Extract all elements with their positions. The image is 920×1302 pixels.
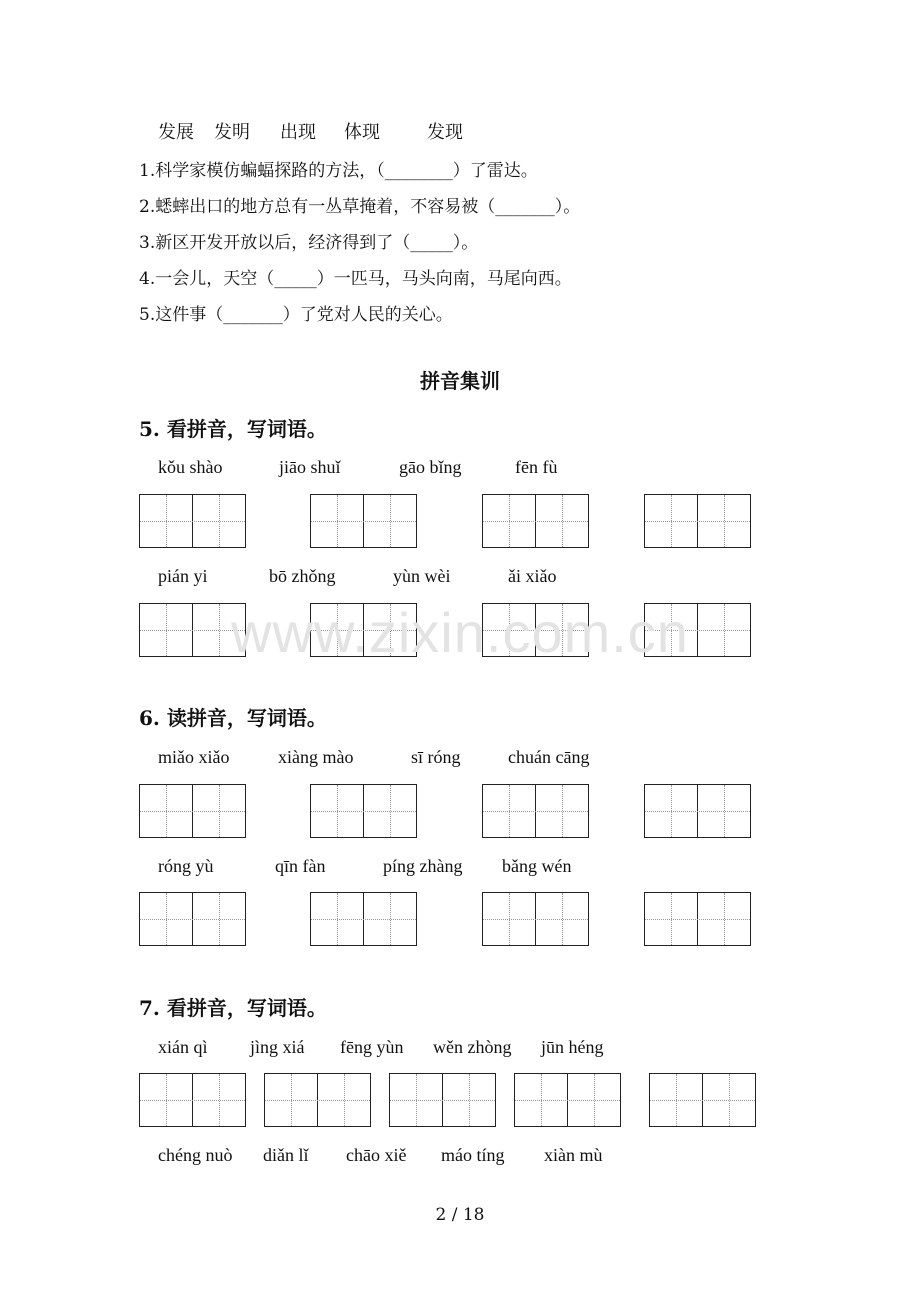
fill-sentence: 5.这件事（_______）了党对人民的关心。 — [139, 305, 453, 325]
word-bank-item: 发展 — [158, 122, 194, 143]
watermark: www.zixin.com.cn — [231, 601, 689, 664]
pinyin-label: qīn fàn — [275, 856, 326, 876]
writing-grid[interactable] — [644, 892, 751, 946]
pinyin-label: fēn fù — [515, 457, 558, 477]
writing-grid[interactable] — [482, 494, 589, 548]
pinyin-label: jūn héng — [541, 1037, 604, 1057]
question-6-heading: 6. 读拼音，写词语。 — [139, 706, 327, 730]
pinyin-label: bǎng wén — [502, 856, 572, 876]
page-number: 2 / 18 — [435, 1205, 485, 1225]
writing-grid[interactable] — [644, 494, 751, 548]
pinyin-label: sī róng — [411, 747, 461, 767]
pinyin-label: ǎi xiǎo — [508, 566, 557, 586]
writing-grid[interactable] — [310, 892, 417, 946]
writing-grid[interactable] — [264, 1073, 371, 1127]
pinyin-label: diǎn lǐ — [263, 1145, 309, 1165]
writing-grid[interactable] — [644, 784, 751, 838]
pinyin-label: gāo bǐng — [399, 457, 462, 477]
pinyin-label: máo tíng — [441, 1145, 505, 1165]
pinyin-label: miǎo xiǎo — [158, 747, 230, 767]
pinyin-label: chāo xiě — [346, 1145, 407, 1165]
fill-sentence: 3.新区开发开放以后，经济得到了（_____）。 — [139, 233, 479, 253]
question-5-heading: 5. 看拼音，写词语。 — [139, 417, 327, 441]
pinyin-label: xiàng mào — [278, 747, 354, 767]
writing-grid[interactable] — [139, 1073, 246, 1127]
writing-grid[interactable] — [389, 1073, 496, 1127]
pinyin-label: chéng nuò — [158, 1145, 233, 1165]
fill-sentence: 4.一会儿，天空（_____）一匹马，马头向南，马尾向西。 — [139, 269, 572, 289]
question-7-heading: 7. 看拼音，写词语。 — [139, 996, 327, 1020]
pinyin-label: yùn wèi — [393, 566, 451, 586]
fill-sentence: 2.蟋蟀出口的地方总有一丛草掩着，不容易被（_______）。 — [139, 197, 581, 217]
pinyin-label: xián qì — [158, 1037, 208, 1057]
pinyin-label: jìng xiá — [250, 1037, 305, 1057]
pinyin-label: chuán cāng — [508, 747, 590, 767]
fill-sentence: 1.科学家模仿蝙蝠探路的方法，（________）了雷达。 — [139, 161, 538, 181]
pinyin-label: píng zhàng — [383, 856, 463, 876]
pinyin-label: xiàn mù — [544, 1145, 603, 1165]
writing-grid[interactable] — [482, 784, 589, 838]
writing-grid[interactable] — [310, 784, 417, 838]
writing-grid[interactable] — [139, 892, 246, 946]
writing-grid[interactable] — [482, 892, 589, 946]
word-bank-item: 出现 — [280, 122, 316, 143]
pinyin-label: róng yù — [158, 856, 214, 876]
writing-grid[interactable] — [649, 1073, 756, 1127]
pinyin-label: bō zhǒng — [269, 566, 336, 586]
pinyin-label: fēng yùn — [340, 1037, 404, 1057]
writing-grid[interactable] — [310, 494, 417, 548]
pinyin-label: jiāo shuǐ — [279, 457, 341, 477]
word-bank-item: 发现 — [427, 122, 463, 143]
word-bank-item: 体现 — [344, 122, 380, 143]
pinyin-label: wěn zhòng — [433, 1037, 512, 1057]
pinyin-label: kǒu shào — [158, 457, 223, 477]
word-bank-item: 发明 — [214, 122, 250, 143]
writing-grid[interactable] — [139, 494, 246, 548]
section-title: 拼音集训 — [420, 369, 500, 393]
writing-grid[interactable] — [514, 1073, 621, 1127]
pinyin-label: pián yi — [158, 566, 208, 586]
writing-grid[interactable] — [139, 784, 246, 838]
